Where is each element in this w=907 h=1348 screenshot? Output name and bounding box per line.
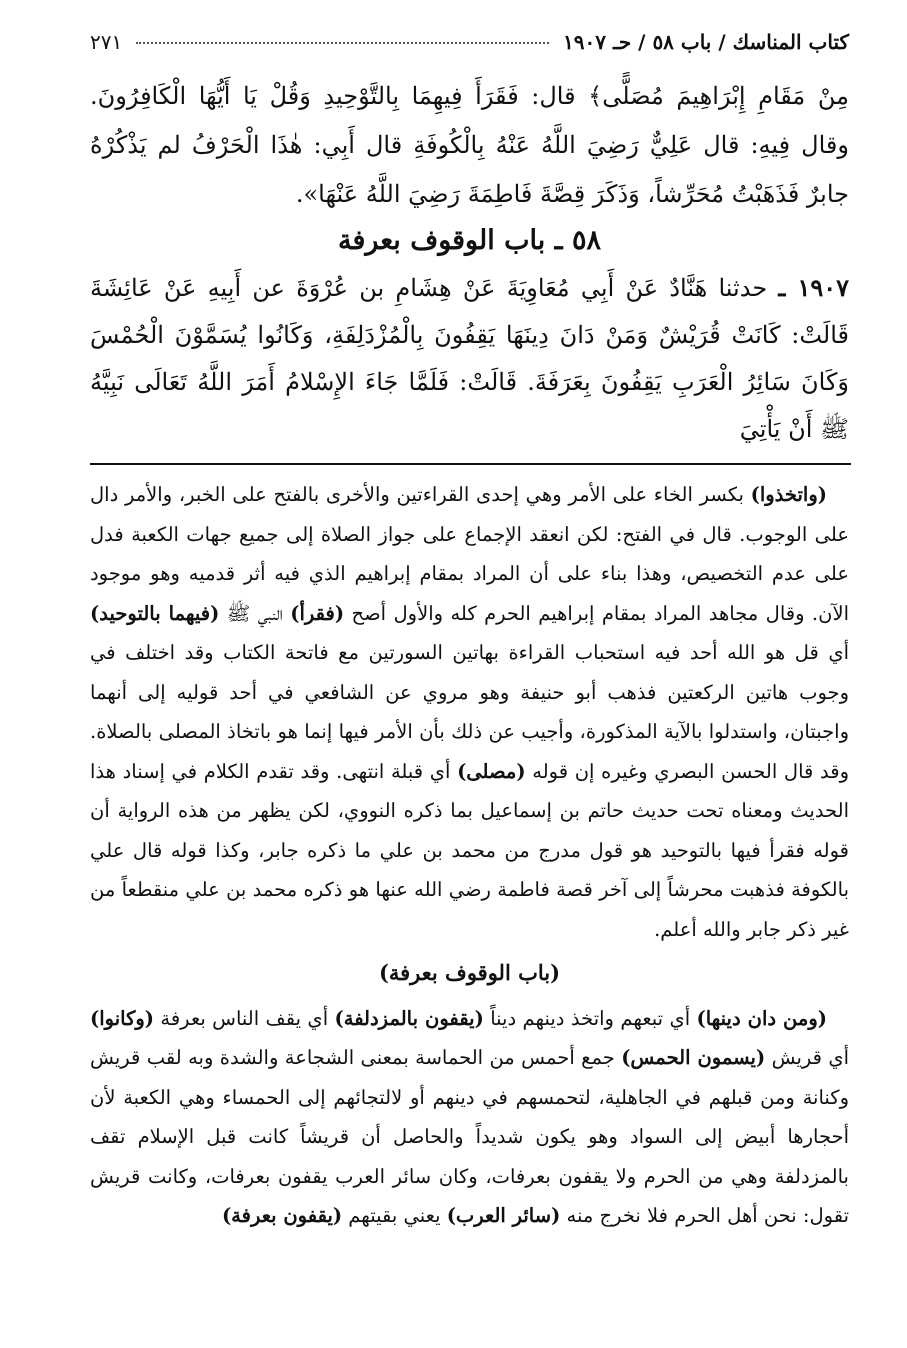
commentary-text: يعني بقيتهم [342,1204,447,1227]
term: (يقفون بالمزدلفة) [334,1006,484,1030]
commentary-text: أي قبلة انتهى. وقد تقدم الكلام في إسناد هذا الحديث ومعناه تحت حديث حاتم بن إسماعيل بما ذكره النووي، لكن يظهر من هذه الرواية أن قوله فقرأ فيها بالتوحيد هو قول مدرج من محمد بن علي ما ذكره جابر، وكذا قوله قال علي بالكوفة فذهبت محرشاً إلى آخر قصة فاطمة رضي الله عنها هو ذكره محمد بن علي منقطعاً من غير ذكر جابر والله أعلم. [90,759,849,941]
commentary-text: بكسر الخاء على الأمر وهي إحدى القراءتين والأخرى بالفتح على الخبر، والأمر دال على الوجوب. قال في الفتح: لكن انعقد الإجماع على جواز الصلاة إلى جميع جهات الكعبة فدل على عدم التخصيص، وهذا بناء على أن المراد بمقام إبراهيم الذي فيه أثر قدميه وهو موجود الآن. وقال مجاهد المراد بمقام إبراهيم الحرم كله والأول أصح [90,483,849,625]
page-number: ٢٧١ [90,30,123,54]
term: (فيهما بالتوحيد) [90,601,220,625]
commentary-text: أي قريش [765,1046,850,1069]
commentary-text: جمع أحمس من الحماسة بمعنى الشجاعة والشدة وبه لقب قريش وكنانة ومن قبلهم في الجاهلية، لتحمسهم في دينهم أو لالتجائهم إلى الحمساء وهي الكعبة لأن أحجارها أبيض إلى السواد وهو يكون شديداً والحاصل أن قريشاً كانت قبل الإسلام تقف بالمزدلفة وهي من الحرم ولا يقفون بعرفات، وكان سائر العرب يقفون بعرفات، وكانت قريش تقول: نحن أهل الحرم فلا نخرج منه [90,1046,849,1227]
term: (يقفون بعرفة) [221,1204,343,1227]
commentary-paragraph-2 [90,999,849,1236]
page-header [90,30,849,60]
hadith-number: ١٩٠٧ ـ [778,273,849,302]
commentary-text: أي قل هو الله أحد فيه استحباب القراءة بهاتين السورتين مع فاتحة الكتاب وقد اختلف في وجوب هاتين الركعتين فذهب أبو حنيفة وهو مروي عن الشافعي في أحد قوليه إلى أنهما واجبتان، واستدلوا بالآية المذكورة، وأجيب عن ذلك بأن الأمر فيها إنما هو باتخاذ المصلى بالصلاة. وقد قال الحسن البصري وغيره إن قوله [90,641,849,783]
matn-continuation: مِنْ مَقَامِ إِبْرَاهِيمَ مُصَلًّى﴾ قال: فَقَرَأَ فِيهِمَا بِالتَّوْحِيدِ وَقُلْ يَا أَيُّهَا الْكَافِرُونَ. وقال فِيهِ: قال عَلِيٌّ رَضِيَ اللَّهُ عَنْهُ بِالْكُوفَةِ قال أَبِي: هٰذَا الْحَرْفُ لم يَذْكُرْهُ جابرٌ فَذَهَبْتُ مُحَرِّشاً، وَذَكَرَ قِصَّةَ فَاطِمَةَ رَضِيَ اللَّهُ عَنْهَا». [90,82,849,208]
term: (يسمون الحمس) [621,1046,766,1069]
footnote-divider [90,463,851,465]
term: (واتخذوا) [750,483,827,506]
hadith-body: حدثنا هَنَّادٌ عَنْ أَبِي مُعَاوِيَةَ عَنْ هِشَامِ بن عُرْوَةَ عن أَبِيهِ عَنْ عَائِشَةَ قَالَتْ: كَانَتْ قُرَيْشٌ وَمَنْ دَانَ دِينَهَا يَقِفُونَ بِالْمُزْدَلِفَةِ، وَكَانُوا يُسَمَّوْنَ الْحُمْسَ وَكَانَ سَائِرُ الْعَرَبِ يَقِفُونَ بِعَرَفَةَ. قَالَتْ: فَلَمَّا جَاءَ الإِسْلامُ أَمَرَ اللَّهُ تَعَالَى نَبِيَّهُ ﷺ أَنْ يَأْتِيَ [90,274,849,443]
commentary-text: النبي ﷺ [219,601,291,625]
term: (فقرأ) [290,601,345,625]
hadith-text [90,264,849,453]
commentary-block [90,475,849,1236]
term: (وكانوا) [90,1006,155,1030]
header-dotted-leader [136,42,549,44]
commentary-paragraph-1 [90,475,849,949]
term: (مصلى) [457,759,526,783]
running-title: كتاب المناسك / باب ٥٨ / حـ ١٩٠٧ [563,30,849,54]
term: (ومن دان دينها) [696,1006,827,1030]
commentary-text: أي تبعهم واتخذ دينهم ديناً [483,1006,697,1030]
commentary-chapter-title: (باب الوقوف بعرفة) [378,960,561,985]
chapter-title: ٥٨ ـ باب الوقوف بعرفة [337,225,602,256]
commentary-text: أي يقف الناس بعرفة [154,1006,335,1030]
term: (سائر العرب) [446,1204,561,1227]
